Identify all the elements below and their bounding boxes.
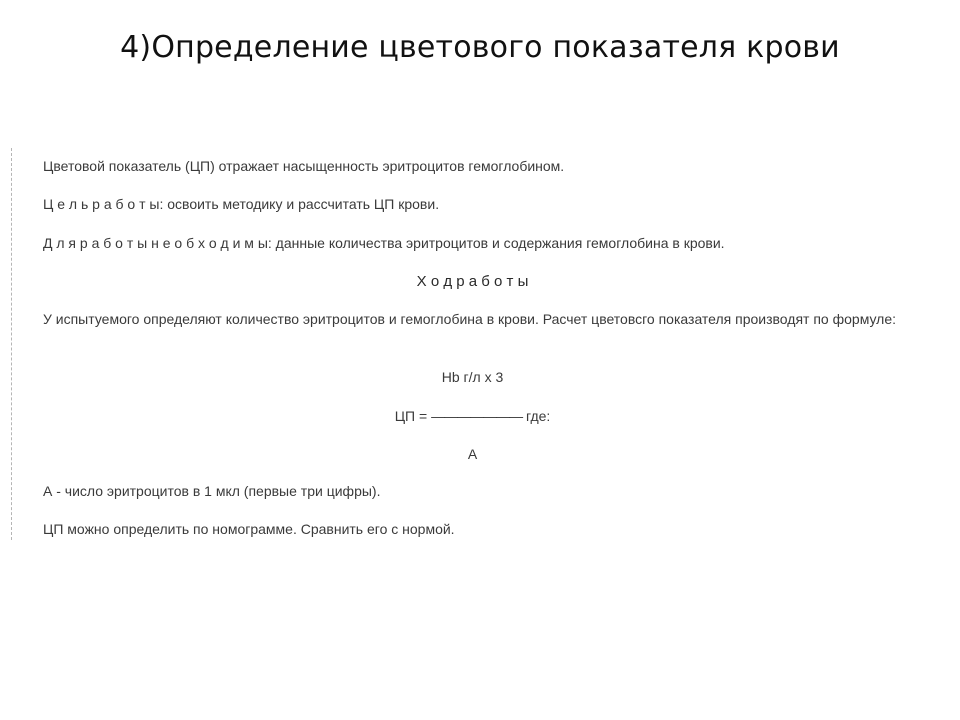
requirements-label: Д л я р а б о т ы н е о б х о д и м ы <box>43 235 268 251</box>
formula-lhs: ЦП = <box>394 408 432 424</box>
intro-paragraph: Цветовой показатель (ЦП) отражает насыщенность эритроцитов гемоглобином. <box>43 158 565 174</box>
page-title: 4)Определение цветового показателя крови <box>120 30 840 65</box>
goal-label: Ц е л ь р а б о т ы <box>43 196 160 212</box>
document-body <box>11 148 903 540</box>
formula-numerator: Hb г/л х 3 <box>441 369 504 385</box>
formula-where: где: <box>522 408 551 424</box>
formula-fraction-bar: ——————— <box>431 408 523 424</box>
formula-line <box>43 406 902 426</box>
requirements-text: : данные количества эритроцитов и содержания гемоглобина в крови. <box>267 235 725 251</box>
requirements-paragraph <box>43 233 902 253</box>
method-paragraph: У испытуемого определяют количество эритроцитов и гемоглобина в крови. Расчет цветовсго показателя производят по формуле: <box>43 311 897 327</box>
goal-paragraph <box>43 194 902 214</box>
formula-denominator: А <box>467 446 478 462</box>
definition-a: А - число эритроцитов в 1 мкл (первые три цифры). <box>43 483 381 499</box>
nomogram-paragraph: ЦП можно определить по номограмме. Сравнить его с нормой. <box>43 521 455 537</box>
procedure-heading: Х о д р а б о т ы <box>416 273 529 290</box>
goal-text: : освоить методику и рассчитать ЦП крови. <box>159 196 440 212</box>
